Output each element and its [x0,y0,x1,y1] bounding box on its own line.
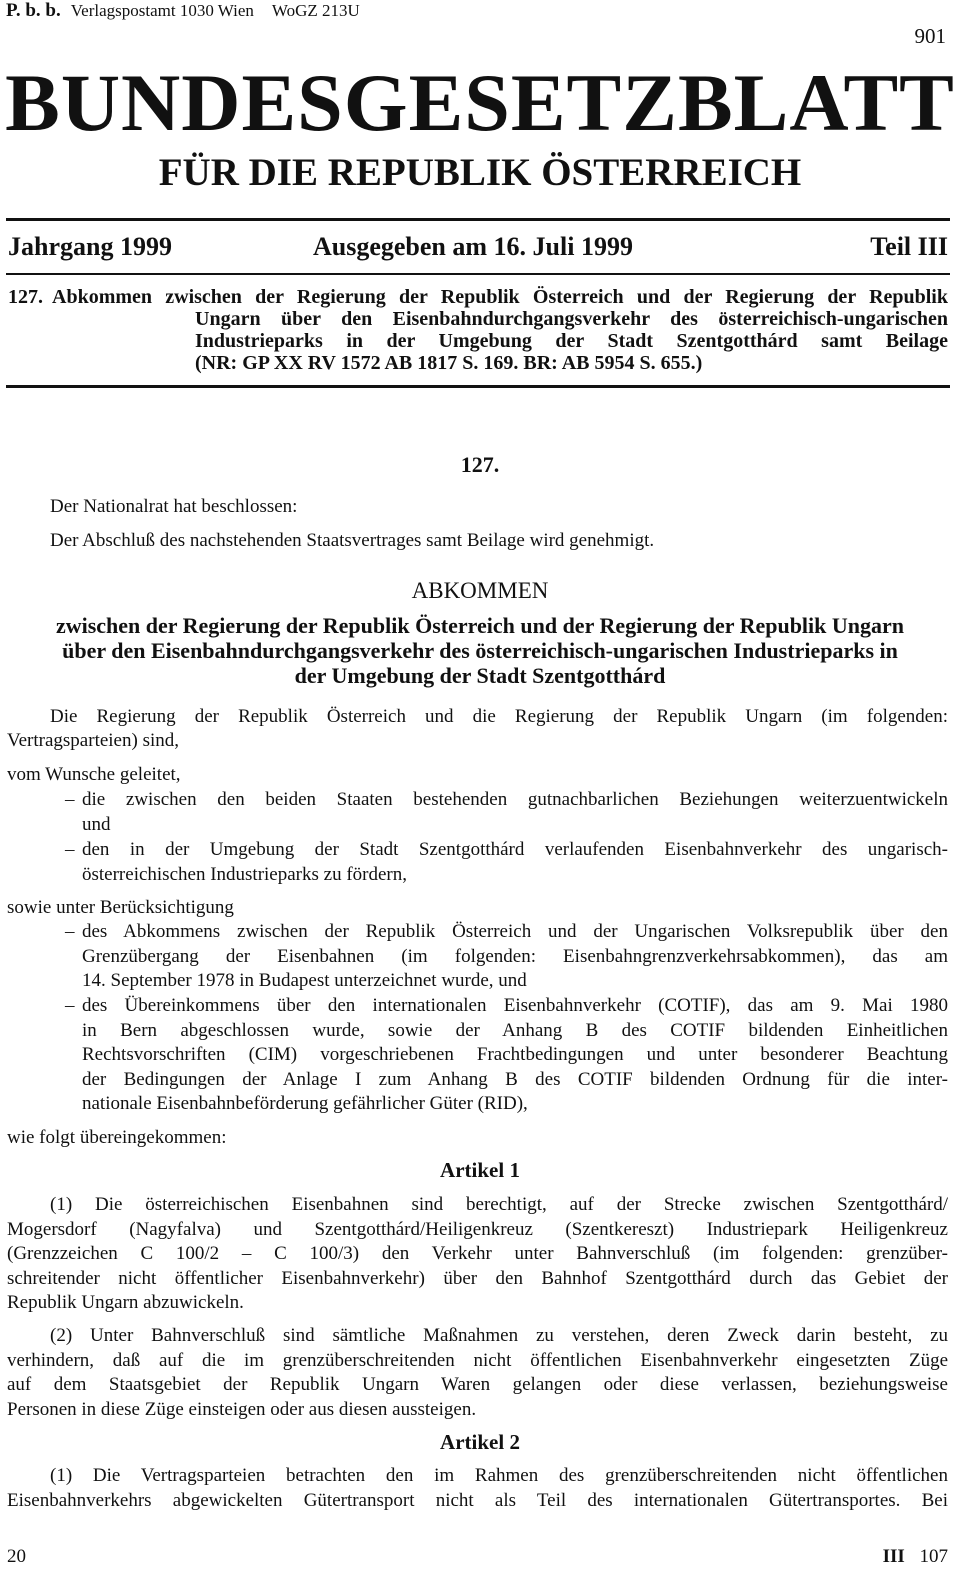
para-line: (Grenzzeichen C 100/2 – C 100/3) den Verkehr unter Bahnverschluß (im folgenden: grenzüber- [7,1243,948,1264]
para-line: (2) Unter Bahnverschluß sind sämtliche Maßnahmen zu verstehen, deren Zweck darin besteht, zu [50,1325,948,1346]
footer-teil: III [882,1546,905,1567]
item-line: des Übereinkommens über den internationalen Eisenbahnverkehr (COTIF), das am 9. Mai 1980 [82,995,948,1016]
agreement-subtitle-line: über den Eisenbahndurchgangsverkehr des österreichisch-ungarischen Industrieparks in [62,638,898,663]
toc-number: 127. [8,286,43,308]
item-line: den in der Umgebung der Stadt Szentgotthárd verlaufenden Eisenbahnverkehr des ungarisch- [82,839,948,860]
toc-line: Abkommen zwischen der Regierung der Republik Österreich und der Regierung der Republik [52,286,948,308]
para-line: Mogersdorf (Nagyfalva) und Szentgotthárd/Heiligenkreuz (Szentkereszt) Industriepark Heiligenkreuz [7,1218,948,1240]
closing-text: wie folgt übereingekommen: [7,1127,227,1148]
genehmigung-text: Der Abschluß des nachstehenden Staatsvertrages samt Beilage wird genehmigt. [50,530,655,551]
footer-page: 107 [919,1546,948,1567]
section-number: 127. [460,452,500,477]
para-line: verhindern, daß auf die im grenzüberschreitenden nicht öffentlichen Eisenbahnverkehr eingesetzten Züge [7,1349,948,1371]
masthead-title: BUNDESGESETZBLATT [5,57,955,148]
jahrgang: Jahrgang 1999 [8,232,172,261]
item-line: Rechtsvorschriften (CIM) vorgeschriebenen Frachtbedingungen und unter besonderer Beachtung [82,1044,948,1065]
rule-top [6,218,950,221]
artikel-1-para-2 [7,1349,948,1423]
item-line: in Bern abgeschlossen wurde, sowie der Anhang B des COTIF bildenden Einheitlichen [82,1019,948,1041]
toc-entry [52,286,948,308]
footer-right [883,1546,948,1568]
wunsch-item-1 [82,788,948,837]
preamble-line: Die Regierung der Republik Österreich und die Regierung der Republik Ungarn (im folgenden: [50,706,948,727]
rule-issue [6,273,950,275]
wunsch-item-2 [82,838,948,887]
nationalrat-text: Der Nationalrat hat beschlossen: [50,496,298,517]
agreement-subtitle [0,613,960,688]
item-line: 14. September 1978 in Budapest unterzeichnet wurde, und [82,970,527,991]
agreement-title: ABKOMMEN [411,578,549,603]
artikel-2-para-1-first [50,1464,948,1489]
toc-line: (NR: GP XX RV 1572 AB 1817 S. 169. BR: AB 5954 S. 655.) [195,352,703,374]
dash-mark: – [65,921,75,942]
preamble-line: Vertragsparteien) sind, [7,730,179,751]
para-line: Republik Ungarn abzuwickeln. [7,1292,244,1313]
item-line: und [82,813,111,835]
artikel-1-heading: Artikel 1 [440,1158,520,1182]
artikel-1-para-2-first [50,1324,948,1349]
artikel-1-para-1-first [50,1193,948,1218]
masthead-subtitle: FÜR DIE REPUBLIK ÖSTERREICH [158,151,802,194]
dash-mark: – [65,839,75,860]
toc-line: Ungarn über den Eisenbahndurchgangsverkehr des österreichisch-ungarischen [195,308,948,330]
rule-toc [6,385,950,388]
footer-left-number: 20 [7,1546,26,1567]
teil: Teil III [870,232,948,261]
item-line: österreichischen Industrieparks zu fördern, [82,863,407,885]
beruecksichtigung-item-2 [82,994,948,1117]
dash-mark: – [65,995,75,1016]
para-line: auf dem Staatsgebiet der Republik Ungarn Waren gelangen oder diese verlassen, beziehungsweise [7,1374,948,1395]
item-line: des Abkommens zwischen der Republik Österreich und der Ungarischen Volksrepublik über den [82,921,948,942]
dash-mark: – [65,789,75,810]
item-line: die zwischen den beiden Staaten bestehenden gutnachbarlichen Beziehungen weiterzuentwickeln [82,789,948,810]
wunsch-text: vom Wunsche geleitet, [7,764,181,785]
ausgegeben: Ausgegeben am 16. Juli 1999 [313,232,633,261]
item-line: nationale Eisenbahnbeförderung gefährlicher Güter (RID), [82,1093,528,1114]
preamble-intro [50,705,948,730]
beruecksichtigung-text: sowie unter Berücksichtigung [7,897,234,918]
toc-entry-cont [195,308,948,374]
page-number: 901 [914,24,946,48]
para-line: (1) Die österreichischen Eisenbahnen sind berechtigt, auf der Strecke zwischen Szentgotthárd/ [50,1194,948,1215]
para-line: schreitender nicht öffentlicher Eisenbahnverkehr) über den Bahnhof Szentgotthárd durch das Gebiet der [7,1267,948,1289]
top-header [6,0,360,22]
beruecksichtigung-item-1 [82,920,948,994]
item-line: Grenzübergang der Eisenbahnen (im folgenden: Eisenbahngrenzverkehrsabkommen), das am [82,945,948,967]
para-line: Personen in diese Züge einsteigen oder aus diesen aussteigen. [7,1398,477,1420]
para-line: Eisenbahnverkehrs abgewickelten Gütertransport nicht als Teil des internationalen Gütertransportes. Bei [7,1489,948,1511]
artikel-1-para-1 [7,1218,948,1316]
artikel-2-heading: Artikel 2 [440,1430,520,1454]
agreement-subtitle-line: zwischen der Regierung der Republik Österreich und der Regierung der Republik Ungarn [55,613,905,638]
verlagspostamt: Verlagspostamt 1030 Wien [70,1,254,20]
para-line: (1) Die Vertragsparteien betrachten den im Rahmen des grenzüberschreitenden nicht öffentlichen [50,1465,948,1486]
toc-line: Industrieparks in der Umgebung der Stadt Szentgotthárd samt Beilage [195,330,948,352]
agreement-subtitle-line: der Umgebung der Stadt Szentgotthárd [294,663,666,688]
wogz-number: WoGZ 213U [271,1,360,20]
pbb-label: P. b. b. [6,0,61,21]
artikel-2-para-1 [7,1489,948,1514]
item-line: der Bedingungen der Anlage I zum Anhang B des COTIF bildenden Ordnung für die inter- [82,1068,948,1090]
